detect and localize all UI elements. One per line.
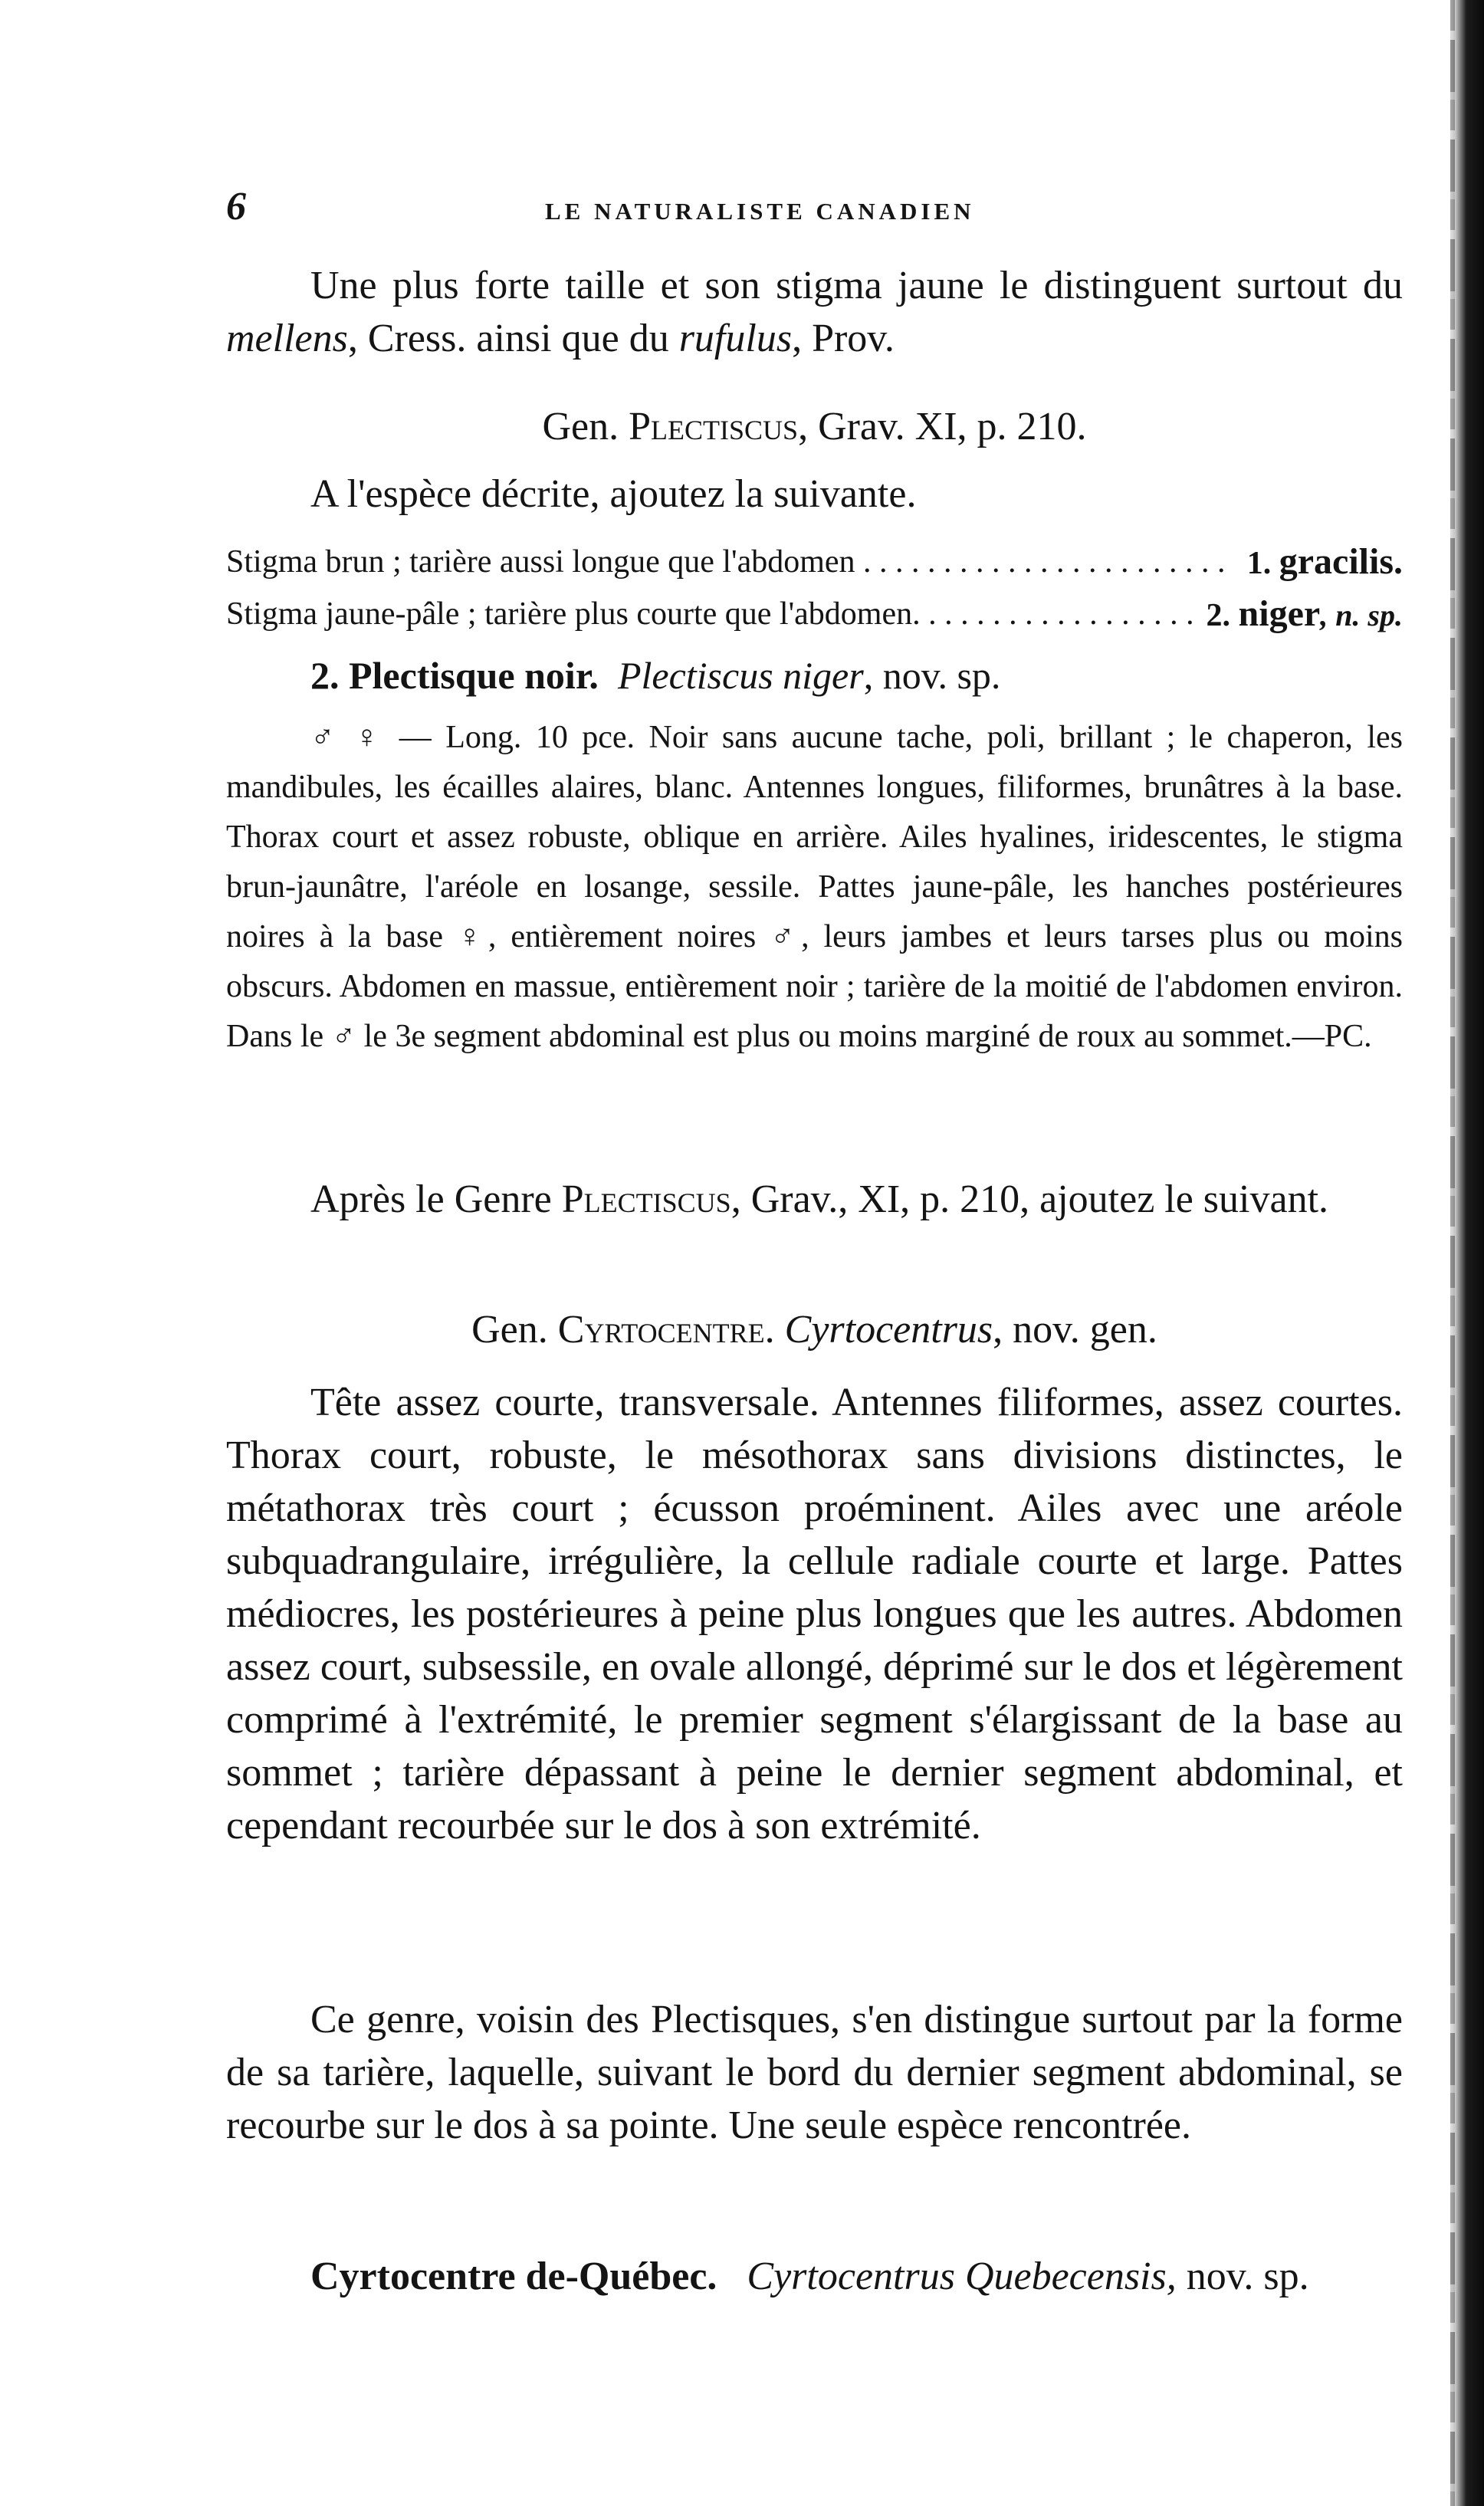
running-header	[226, 184, 1403, 230]
key-row-2	[226, 589, 1403, 641]
key-row-2-text: Stigma jaune-pâle ; tarière plus courte que l'abdomen. . . .	[226, 589, 1202, 641]
after-genus-name: Plectiscus	[561, 1177, 731, 1221]
species-name-mellens: mellens	[226, 317, 348, 360]
species-key	[226, 537, 1403, 641]
genus-prefix: Gen.	[542, 405, 629, 448]
key-row-1-result	[1243, 537, 1403, 589]
genus-2-remarks-block	[226, 1993, 1403, 2152]
intro-text-3: , Prov.	[792, 317, 895, 360]
genus-2-heading-line	[226, 1303, 1403, 1356]
key-row-2-suffix: , n. sp.	[1320, 598, 1403, 632]
intro-text-1: Une plus forte taille et son stigma jaune le distinguent surtout du	[310, 264, 1403, 307]
intro-text-2: , Cress. ainsi que du	[347, 317, 679, 360]
species-name-rufulus: rufulus	[678, 317, 793, 360]
key-row-1-text: Stigma brun ; tarière aussi longue que l'abdomen . . .	[226, 537, 1243, 589]
species-2-description: ♂ ♀ — Long. 10 pce. Noir sans aucune tache, poli, brillant ; le chaperon, les mandibules, les écailles alaires, blanc. Antennes longues, filiformes, brunâtres à la base. Thorax court et assez robuste, oblique en arrière. Ailes hyalines, iridescentes, le stigma brun-jaunâtre, l'aréole en losange, sessile. Pattes jaune-pâle, les hanches postérieures noires à la base ♀, entièrement noires ♂, leurs jambes et leurs tarses plus ou moins obscurs. Abdomen en massue, entièrement noir ; tarière de la moitié de l'abdomen environ. Dans le ♂ le 3e segment abdominal est plus ou moins marginé de roux au sommet.—PC.	[226, 720, 1403, 1054]
intro-paragraph-block	[226, 259, 1403, 365]
key-row-1-name: gracilis.	[1279, 541, 1403, 582]
species-3-heading	[226, 2250, 1403, 2303]
species-2-heading	[226, 649, 1403, 702]
add-note-text: A l'espèce décrite, ajoutez la suivante.	[310, 472, 917, 516]
key-row-2-name: niger	[1238, 593, 1321, 634]
species-3-latin-name: Cyrtocentrus Quebecensis,	[747, 2255, 1177, 2298]
genus-reference: , Grav. XI, p. 210.	[798, 405, 1087, 448]
genus-2-name: Cyrtocentre.	[557, 1308, 775, 1352]
running-title: LE NATURALISTE CANADIEN	[545, 198, 975, 225]
species-2-note: , nov. sp.	[863, 654, 1001, 697]
key-row-2-result	[1202, 589, 1403, 641]
species-2-line	[226, 649, 1403, 702]
genus-name: Plectiscus	[629, 405, 799, 448]
genus-2-remarks: Ce genre, voisin des Plectisques, s'en distingue surtout par la forme de sa tarière, laquelle, suivant le bord du dernier segment abdominal, se recourbe sur le dos à sa pointe. Une seule espèce rencontrée.	[226, 1998, 1403, 2147]
species-2-latin-name: Plectiscus niger	[617, 654, 864, 697]
after-genus-paragraph-block	[226, 1173, 1403, 1226]
add-species-note	[226, 468, 1403, 521]
species-2-number: 2.	[310, 654, 340, 697]
page-edge-texture	[1450, 0, 1455, 2506]
species-3-common-name: Cyrtocentre de-Québec.	[310, 2255, 717, 2298]
species-2-common-name: Plectisque noir.	[349, 654, 599, 697]
genus-2-latin-name: Cyrtocentrus	[784, 1308, 993, 1352]
key-row-1-number: 1.	[1246, 546, 1272, 581]
genus-plectiscus-heading	[226, 400, 1403, 453]
species-3-note: nov. sp.	[1186, 2255, 1309, 2298]
after-genus-text-1: Après le Genre	[310, 1177, 562, 1221]
key-row-1	[226, 537, 1403, 589]
page-edge-shadow	[1452, 0, 1484, 2506]
genus-2-description: Tête assez courte, transversale. Antennes filiformes, assez courtes. Thorax court, robuste, le mésothorax sans divisions distinctes, le métathorax très court ; écusson proéminent. Ailes avec une aréole subquadrangulaire, irrégulière, la cellule radiale courte et large. Pattes médiocres, les postérieures à peine plus longues que les autres. Abdomen assez court, subsessile, en ovale allongé, déprimé sur le dos et légèrement comprimé à l'extrémité, le premier segment s'élargissant de la base au sommet ; tarière dépassant à peine le dernier segment abdominal, et cependant recourbée sur le dos à son extrémité.	[226, 1381, 1403, 1847]
genus-2-note: , nov. gen.	[993, 1308, 1157, 1352]
species-2-description-block	[226, 713, 1403, 1062]
species-3-heading-block	[226, 2250, 1403, 2303]
after-genus-text-2: , Grav., XI, p. 210, ajoutez le suivant.	[731, 1177, 1329, 1221]
key-row-2-number: 2.	[1206, 598, 1231, 633]
after-genus-paragraph	[226, 1173, 1403, 1226]
intro-paragraph	[226, 259, 1403, 365]
page-number: 6	[226, 185, 246, 228]
genus-2-description-block	[226, 1376, 1403, 1852]
genus-heading-line	[226, 400, 1403, 453]
genus-2-prefix: Gen.	[471, 1308, 558, 1352]
genus-cyrtocentre-heading	[226, 1303, 1403, 1356]
